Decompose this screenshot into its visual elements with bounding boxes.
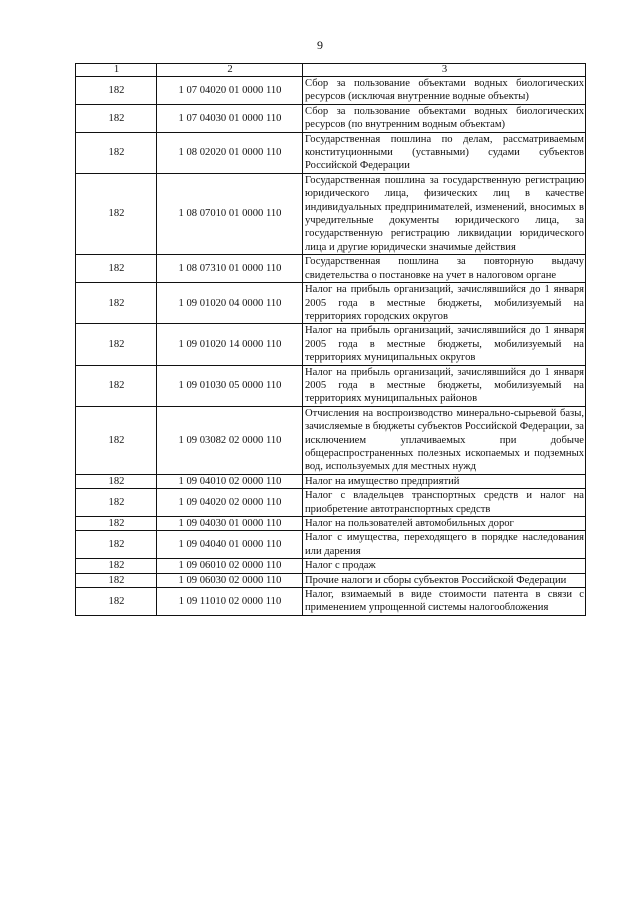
admin-code-cell: 182 bbox=[76, 104, 157, 132]
budget-code-cell: 1 07 04020 01 0000 110 bbox=[157, 77, 303, 105]
table-row bbox=[76, 255, 586, 283]
revenue-name-cell: Налог на прибыль организаций, зачислявшийся до 1 января 2005 года в местные бюджеты, мобилизуемый на территориях муниципальных районов bbox=[303, 365, 586, 406]
revenue-name-cell: Налог с продаж bbox=[303, 559, 586, 573]
revenue-name-cell: Государственная пошлина за государственную регистрацию юридического лица, физических лиц в качестве индивидуальных предпринимателей, изменений, вносимых в учредительные документы юридического лица, за государственную регистрацию ликвидации юридического лица и другие юридически значимые действия bbox=[303, 173, 586, 254]
budget-code-cell: 1 09 06010 02 0000 110 bbox=[157, 559, 303, 573]
table-row bbox=[76, 573, 586, 587]
revenue-name-cell: Налог на прибыль организаций, зачислявшийся до 1 января 2005 года в местные бюджеты, мобилизуемый на территориях городских округов bbox=[303, 283, 586, 324]
revenue-name-cell: Государственная пошлина за повторную выдачу свидетельства о постановке на учет в налоговом органе bbox=[303, 255, 586, 283]
column-header-1: 1 bbox=[76, 64, 157, 77]
admin-code-cell: 182 bbox=[76, 324, 157, 365]
admin-code-cell: 182 bbox=[76, 173, 157, 254]
admin-code-cell: 182 bbox=[76, 406, 157, 474]
budget-code-cell: 1 07 04030 01 0000 110 bbox=[157, 104, 303, 132]
budget-code-cell: 1 08 02020 01 0000 110 bbox=[157, 132, 303, 173]
table-row bbox=[76, 283, 586, 324]
table-row bbox=[76, 489, 586, 517]
revenue-name-cell: Налог на имущество предприятий bbox=[303, 474, 586, 488]
budget-code-cell: 1 09 04010 02 0000 110 bbox=[157, 474, 303, 488]
table-row bbox=[76, 324, 586, 365]
budget-code-cell: 1 09 04040 01 0000 110 bbox=[157, 531, 303, 559]
revenue-name-cell: Сбор за пользование объектами водных биологических ресурсов (исключая внутренние водные объекты) bbox=[303, 77, 586, 105]
budget-code-cell: 1 09 06030 02 0000 110 bbox=[157, 573, 303, 587]
revenue-name-cell: Государственная пошлина по делам, рассматриваемым конституционными (уставными) судами субъектов Российской Федерации bbox=[303, 132, 586, 173]
budget-code-cell: 1 09 11010 02 0000 110 bbox=[157, 588, 303, 616]
table-header-row bbox=[76, 64, 586, 77]
revenue-name-cell: Налог с имущества, переходящего в порядке наследования или дарения bbox=[303, 531, 586, 559]
budget-code-cell: 1 09 01020 04 0000 110 bbox=[157, 283, 303, 324]
column-header-2: 2 bbox=[157, 64, 303, 77]
page-number: 9 bbox=[317, 38, 323, 52]
budget-code-cell: 1 08 07310 01 0000 110 bbox=[157, 255, 303, 283]
revenue-name-cell: Прочие налоги и сборы субъектов Российской Федерации bbox=[303, 573, 586, 587]
admin-code-cell: 182 bbox=[76, 132, 157, 173]
table-row bbox=[76, 531, 586, 559]
table-row bbox=[76, 77, 586, 105]
table-row bbox=[76, 474, 586, 488]
admin-code-cell: 182 bbox=[76, 283, 157, 324]
budget-code-cell: 1 09 01030 05 0000 110 bbox=[157, 365, 303, 406]
table-row bbox=[76, 173, 586, 254]
budget-code-cell: 1 09 04020 02 0000 110 bbox=[157, 489, 303, 517]
table-row bbox=[76, 104, 586, 132]
table-row bbox=[76, 406, 586, 474]
revenue-name-cell: Налог на пользователей автомобильных дорог bbox=[303, 517, 586, 531]
table-row bbox=[76, 559, 586, 573]
table-row bbox=[76, 132, 586, 173]
budget-code-cell: 1 08 07010 01 0000 110 bbox=[157, 173, 303, 254]
admin-code-cell: 182 bbox=[76, 573, 157, 587]
revenue-codes-table bbox=[75, 63, 586, 616]
table-row bbox=[76, 365, 586, 406]
budget-code-cell: 1 09 04030 01 0000 110 bbox=[157, 517, 303, 531]
admin-code-cell: 182 bbox=[76, 255, 157, 283]
revenue-name-cell: Налог на прибыль организаций, зачислявшийся до 1 января 2005 года в местные бюджеты, мобилизуемый на территориях муниципальных округов bbox=[303, 324, 586, 365]
table-row bbox=[76, 588, 586, 616]
admin-code-cell: 182 bbox=[76, 559, 157, 573]
admin-code-cell: 182 bbox=[76, 365, 157, 406]
admin-code-cell: 182 bbox=[76, 531, 157, 559]
budget-code-cell: 1 09 01020 14 0000 110 bbox=[157, 324, 303, 365]
admin-code-cell: 182 bbox=[76, 474, 157, 488]
revenue-name-cell: Налог с владельцев транспортных средств и налог на приобретение автотранспортных средств bbox=[303, 489, 586, 517]
admin-code-cell: 182 bbox=[76, 588, 157, 616]
admin-code-cell: 182 bbox=[76, 77, 157, 105]
budget-code-cell: 1 09 03082 02 0000 110 bbox=[157, 406, 303, 474]
admin-code-cell: 182 bbox=[76, 489, 157, 517]
table-row bbox=[76, 517, 586, 531]
revenue-name-cell: Отчисления на воспроизводство минерально-сырьевой базы, зачисляемые в бюджеты субъектов Российской Федерации, за исключением уплачиваемых при добыче общераспространенных полезных ископаемых и подземных вод, используемых для местных нужд bbox=[303, 406, 586, 474]
revenue-name-cell: Сбор за пользование объектами водных биологических ресурсов (по внутренним водным объектам) bbox=[303, 104, 586, 132]
admin-code-cell: 182 bbox=[76, 517, 157, 531]
revenue-name-cell: Налог, взимаемый в виде стоимости патента в связи с применением упрощенной системы налогообложения bbox=[303, 588, 586, 616]
column-header-3: 3 bbox=[303, 64, 586, 77]
